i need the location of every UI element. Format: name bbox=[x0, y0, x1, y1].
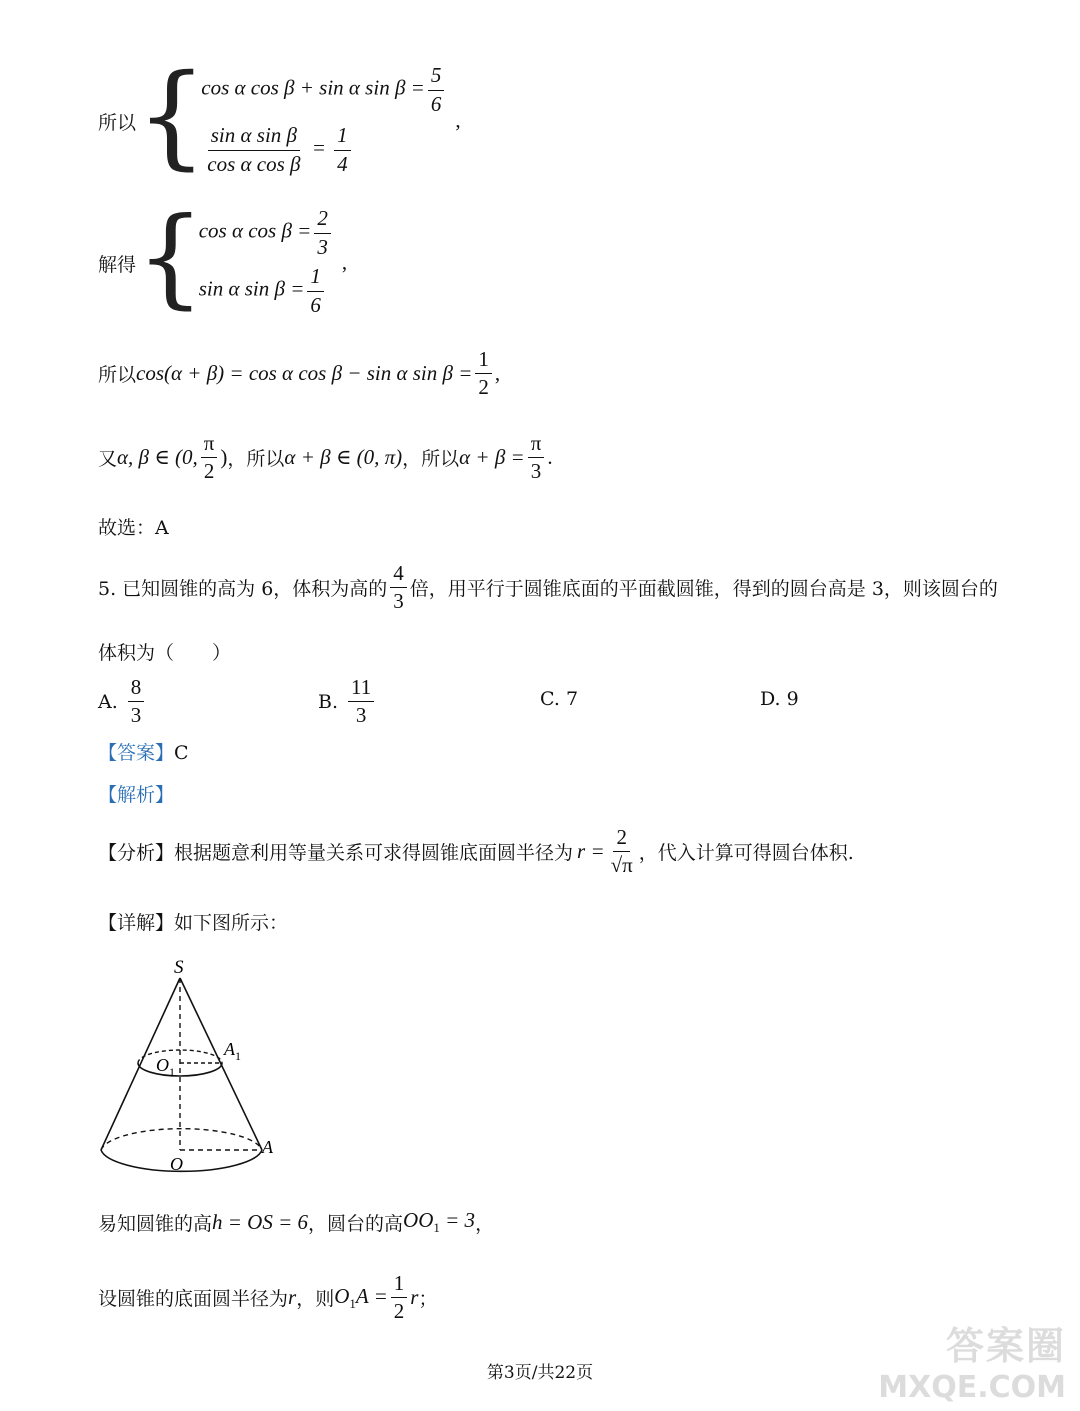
label-A1: $A_1$ bbox=[224, 1039, 241, 1063]
answer-choice-line: 故选：A bbox=[98, 517, 169, 539]
radius-line: 设圆锥的底面圆半径为 r ，则 $O_1A$ = $\frac{1}{2}$ r ； bbox=[98, 1271, 438, 1324]
question-5-line-1: 5. 已知圆锥的高为 6，体积为高的 $\frac{4}{3}$ 倍，用平行于圆锥底面的平面截圆锥，得到的圆台高是 3，则该圆台的 bbox=[98, 561, 998, 614]
label-O: O bbox=[170, 1154, 183, 1174]
cone-figure bbox=[90, 950, 290, 1180]
option-b[interactable]: B. $\frac{11}{3}$ bbox=[318, 676, 377, 727]
xiangjie-line: 【详解】如下图所示： bbox=[98, 912, 289, 934]
option-c[interactable]: C. 7 bbox=[540, 688, 579, 710]
page-footer: 第3页/共22页 bbox=[486, 1363, 594, 1383]
base-back bbox=[101, 1129, 262, 1150]
label-A: A bbox=[262, 1137, 273, 1157]
answer-line bbox=[98, 738, 189, 765]
left-brace: { bbox=[136, 51, 208, 181]
cone-right-edge bbox=[180, 978, 262, 1150]
label-O1: $O_1$ bbox=[156, 1055, 175, 1079]
label-S: S bbox=[174, 957, 184, 978]
system-2-label: 解得 bbox=[98, 254, 137, 276]
system-1-label: 所以 bbox=[98, 112, 137, 134]
question-5-line-2: 体积为（ ） bbox=[98, 642, 232, 664]
answer-value: C bbox=[174, 742, 189, 764]
option-a[interactable]: A. $\frac{8}{3}$ bbox=[98, 676, 147, 727]
range-line: 又 α, β ∈ (0, $\frac{\pi}{2}$ ) ，所以 α + β ∈ (0, π) ，所以 α + β = $\frac{\pi}{3}$ . bbox=[98, 431, 553, 484]
option-d[interactable]: D. 9 bbox=[760, 688, 799, 710]
equation-system-1: { cos α cos β + sin α sin β = $\frac{5}{6}$ $\frac{\text{sin α sin β}}{\text{cos α cos β}}$ = $\frac{1}{4}$ , bbox=[136, 51, 461, 181]
left-brace: { bbox=[136, 195, 205, 320]
watermark: 答案圈 MXQE.COM bbox=[878, 1324, 1066, 1405]
analysis-tag: 【解析】 bbox=[98, 784, 175, 806]
equation-system-2: { cos α cos β = $\frac{2}{3}$ sin α sin β = $\frac{1}{6}$ , bbox=[136, 195, 348, 320]
height-line: 易知圆锥的高 h = OS = 6 ，圆台的高 $OO_1 = 3$ ， bbox=[98, 1208, 495, 1236]
answer-tag: 【答案】 bbox=[98, 742, 175, 764]
cos-sum-line: 所以 cos(α + β) = cos α cos β − sin α sin β = $\frac{1}{2}$ , bbox=[98, 347, 501, 400]
fenxi-line: 【分析】 根据题意利用等量关系可求得圆锥底面圆半径为 r = $\frac{2}{√\pi}$ ，代入计算可得圆台体积. bbox=[98, 825, 854, 878]
